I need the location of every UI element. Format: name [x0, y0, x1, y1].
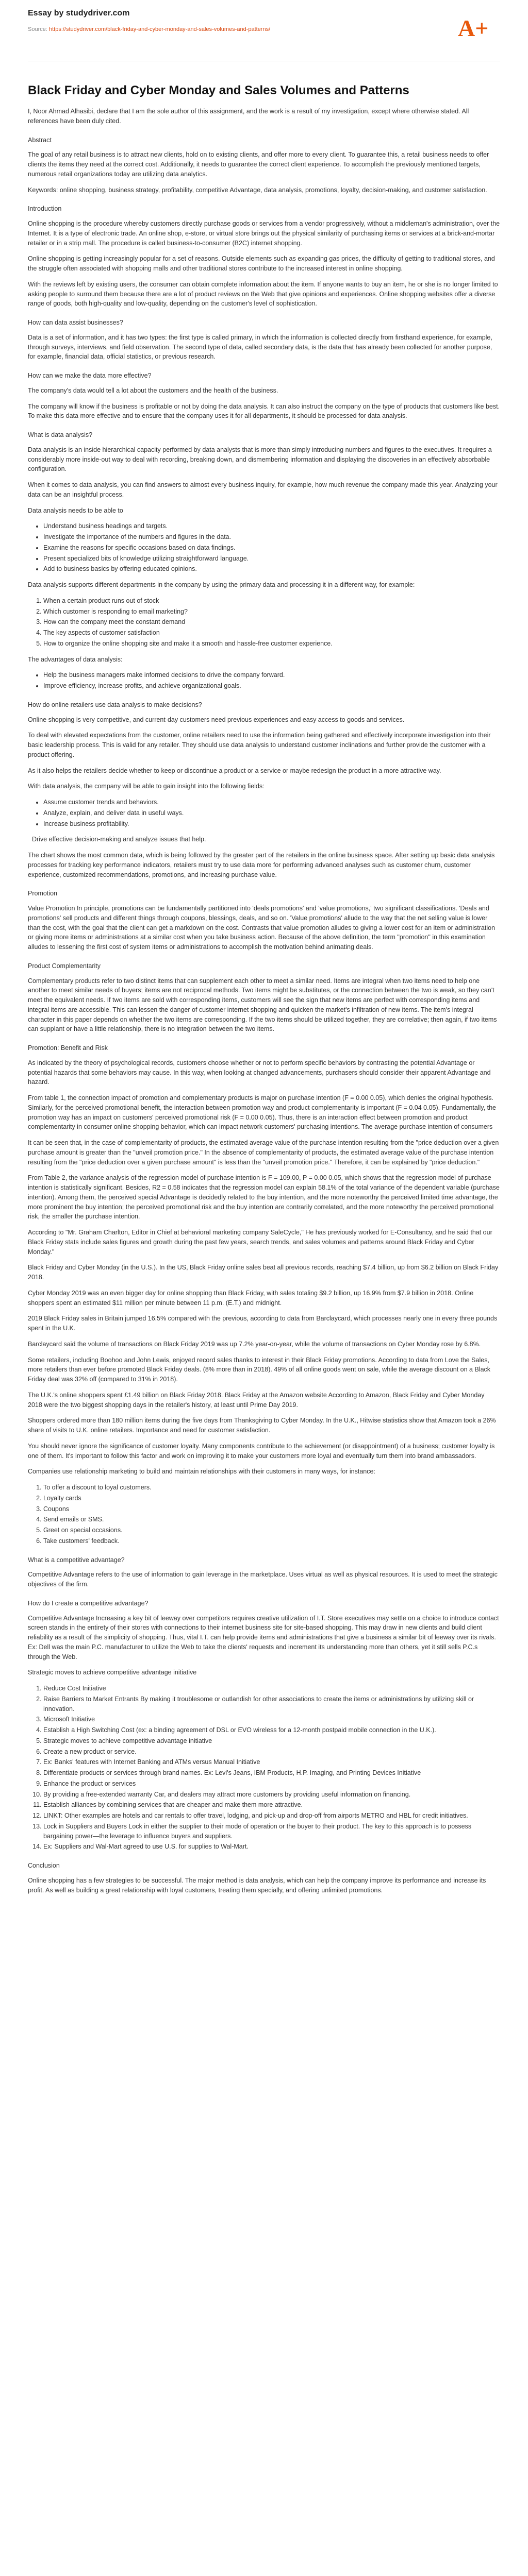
supports-list	[28, 596, 500, 649]
essay-title: Black Friday and Cyber Monday and Sales Volumes and Patterns	[28, 83, 409, 97]
relationship-list	[28, 1483, 500, 1546]
paragraph: As it also helps the retailers decide whether to keep or discontinue a product or a service or maybe redesign the product in a more attractive way.	[28, 767, 441, 774]
list-item: 4. Establish a High Switching Cost (ex: a binding agreement of DSL or EVO wireless for a 12-month postpaid mobile connection in the U.K.).	[43, 1725, 500, 1735]
paragraph: To deal with elevated expectations from the customer, online retailers need to use the information being gathered and effectively incorporate investigation into their basic leadership process. This is valid for any retailer. They should use data analysis to understand customer inclinations and further provide the customer with a product offering.	[28, 732, 491, 758]
paragraph: The company will know if the business is profitable or not by doing the data analysis. It can also instruct the company on the type of products that customers like best. To make this data more effective and to ensure that the company uses it for all departments, it should be processed for data analysis.	[28, 402, 500, 420]
list-item: 3. Microsoft Initiative	[43, 1715, 500, 1724]
paragraph: Cyber Monday 2019 was an even bigger day for online shopping than Black Friday, with sales totaling $9.2 billion, up 16.9% from $7.9 billion in 2018. Online shoppers spent an estimated $11 million per minute between 11 p.m. (E.T.) and midnight.	[28, 1289, 474, 1307]
paragraph: From table 1, the connection impact of promotion and complementary products is major on purchase intention (F = 0.00 0.05), which denies the original hypothesis. Similarly, for the perceived promotional benefit, the interaction between promotion way and product complementarity is important (F = 0.04 0.05). Fundamentally, the promotion way has an impact on customers' perceived promotional risk (F = 0.00 0.05). Thus, there is an interaction effect between promotion and product complementarity in consumer online shopping behavior, which can impact network customers' purchasing intentions. The average purchase intention of consumers	[28, 1094, 496, 1131]
logo-text: A+	[458, 15, 489, 41]
paragraph: Data analysis is an inside hierarchical capacity performed by data analysts that is more than simply introducing numbers and figures to the executives. It requires a considerably more inside-out way to deal with recording, breaking down, and dismembering information and displaying the discoveries in an effectively absorbable configuration.	[28, 446, 492, 473]
paragraph: Complementary products refer to two distinct items that can supplement each other to meet a similar need. Items are integral when two items need to help one another to meet similar needs of buyers; items are not reciprocal methods. Two items might be substitutes, or the connection between the two is weak, so they can't meet the equivalent needs. If two items are sold with corresponding items, customers will see the sign that new items are perfect with corresponding items and integral items are accessible. This can lessen the danger of customer internet shopping and quicken the market's infiltration of new items. The item's integral character in this paper depends on whether the two items are corresponding. If the two items should be utilized together, they are correlative; then again, if two items can supplant or have a little relationship, there is no integration between the two items.	[28, 977, 497, 1033]
list-item: 4. Send emails or SMS.	[43, 1515, 500, 1524]
list-item: • Assume customer trends and behaviors.	[43, 798, 500, 807]
list-item: 2. Loyalty cards	[43, 1494, 500, 1503]
paragraph: When it comes to data analysis, you can find answers to almost every business inquiry, for example, how much revenue the company made this year. Analyzing your data can be an insightful process.	[28, 481, 498, 498]
list-item: 2. Raise Barriers to Market Entrants By making it troublesome or outlandish for other associations to create the items or administrations by utilizing skill or innovation.	[43, 1694, 500, 1714]
section-question: How can we make the data more effective?	[28, 372, 152, 379]
paragraph: Data analysis supports different departments in the company by using the primary data and processing it in a different way, for example:	[28, 581, 415, 588]
source-label: Source:	[28, 26, 49, 32]
paragraph: From Table 2, the variance analysis of the regression model of purchase intention is F = 109.00, P = 0.00 0.05, which shows that the regression model of purchase intention is statistically significant. Besides, R2 = 0.58 indicates that the regression model can explain 58.1% of the total variance of the dependent variable (purchase intention). Among them, the perceived special Advantage is decidedly related to the buy intention, and the more noteworthy the perceived limited time advantage, the more prominent the buy intention; the perceived promotional risk and the buy intention are contrarily correlated, and the more noteworthy the perceived promotional risk, the smaller the purchase intention.	[28, 1174, 500, 1221]
introduction-heading: Introduction	[28, 205, 62, 213]
list-item: 10. By providing a free-extended warranty Car, and dealers may attract more customers by providing useful information on financing.	[43, 1790, 500, 1800]
page-footer-space	[28, 1901, 500, 1917]
list-item: 14. Ex: Suppliers and Wal-Mart agreed to use U.S. for supplies to Wal-Mart.	[43, 1842, 500, 1852]
list-item: 3. Coupons	[43, 1504, 500, 1514]
abstract-text: The goal of any retail business is to attract new clients, hold on to existing clients, and offer more to every client. To guarantee this, a retail business needs to offer clients the items they need at the correct cost. Additionally, it needs to guarantee the correct client experience. To accomplish the previously mentioned targets, numerous retail organizations today are utilizing data analytics.	[28, 151, 489, 178]
section-question: How do I create a competitive advantage?	[28, 1599, 148, 1607]
list-item: • Investigate the importance of the numbers and figures in the data.	[43, 532, 500, 542]
paragraph: Black Friday and Cyber Monday (in the U.S.). In the US, Black Friday online sales beat all previous records, reaching $7.4 billion, up from $6.2 billion on Black Friday 2018.	[28, 1264, 499, 1281]
paragraph: Online shopping has a few strategies to be successful. The major method is data analysis, which can help the company improve its performance and increase its profit. As well as building a great relationship with loyal customers, treating them specially, and offering unlimited promotions.	[28, 1876, 486, 1894]
list-item: 13. Lock in Suppliers and Buyers Lock in either the supplier to their mode of operation or the buyer to their product. The key to this approach is to possess bargaining power—the leverage to influence buyers and suppliers.	[43, 1822, 500, 1841]
paragraph: Online shopping is very competitive, and current-day customers need previous experiences and easy access to goods and services.	[28, 716, 405, 723]
list-item: • Help the business managers make informed decisions to drive the company forward.	[43, 670, 500, 680]
paragraph: It can be seen that, in the case of complementarity of products, the estimated average value of the purchase intention resulting from the "price deduction over a given purchase amount is greater than the "unveil promotion price." In the absence of complementarity of products, the estimated average value of the purchase intention resulting from the "price deduction over a given purchase amount" is less than the "unveil promotion price." Therefore, it can be explained by "price deduction."	[28, 1139, 499, 1166]
paragraph: The advantages of data analysis:	[28, 655, 123, 663]
essay-body	[28, 107, 500, 1917]
paragraph: Barclaycard said the volume of transactions on Black Friday 2019 was up 7.2% year-on-year, while the volume of transactions on Cyber Monday rose by 6.8%.	[28, 1340, 481, 1348]
intro-paragraph: Online shopping is the procedure whereby customers directly purchase goods or services from a vendor progressively, without a middleman's administration, over the Internet. It is a type of electronic trade. An online shop, e-store, or virtual store brings out the physical similarity of purchasing items or services at a brick-and-mortar retailer or in a strip mall. The procedure is called business-to-consumer (B2C) internet shopping.	[28, 220, 500, 247]
paragraph: Companies use relationship marketing to build and maintain relationships with their customers in many ways, for instance:	[28, 1468, 375, 1476]
paragraph: Some retailers, including Boohoo and John Lewis, enjoyed record sales thanks to interest in their Black Friday promotions. According to data from Love the Sales, more retailers than ever before promoted Black Friday deals. (8% more than in 2018). 49% of all online goods went on sale, while the average discount on a Black Friday deal was 32% off (compared to 31% in 2018).	[28, 1356, 491, 1383]
paragraph: Strategic moves to achieve competitive advantage initiative	[28, 1669, 197, 1676]
promotion-heading: Promotion	[28, 890, 57, 897]
paragraph: Data is a set of information, and it has two types: the first type is called primary, in which the information is collected directly from firsthand experience, for example, through surveys, interviews, and field observation. The second type of data, called secondary data, is the data that has already been collected for another purpose, for example, financial data, official statistics, or previous research.	[28, 333, 492, 361]
list-item: 8. Differentiate products or services through brand names. Ex: Levi's Jeans, IBM Products, H.P. Imaging, and Printing Devices Initiative	[43, 1768, 500, 1778]
paragraph: Drive effective decision-making and analyze issues that help.	[32, 836, 206, 843]
intro-paragraph: Online shopping is getting increasingly popular for a set of reasons. Outside elements such as expanding gas prices, the difficulty of getting to traditional stores, and the struggle often associated with shopping malls and other traditional stores contribute to the increased interest in online shopping.	[28, 255, 495, 272]
list-item: 9. Enhance the product or services	[43, 1779, 500, 1789]
list-item: • Present specialized bits of knowledge utilizing straightforward language.	[43, 554, 500, 564]
source-link[interactable]: https://studydriver.com/black-friday-and-cyber-monday-and-sales-volumes-and-patterns/	[48, 26, 271, 32]
paragraph: Competitive Advantage refers to the use of information to gain leverage in the marketplace. Uses virtual as well as physical resources. It is used to meet the strategic objectives of the firm.	[28, 1571, 498, 1588]
paragraph: Shoppers ordered more than 180 million items during the five days from Thanksgiving to Cyber Monday. In the U.K., Hitwise statistics show that Amazon took a 26% share of visits to U.K. online retailers. Importance and need for customer satisfaction.	[28, 1417, 496, 1434]
abstract-heading: Abstract	[28, 136, 52, 144]
benefit-risk-heading: Promotion: Benefit and Risk	[28, 1044, 108, 1052]
list-item: • Understand business headings and targets.	[43, 521, 500, 531]
list-item: 3. How can the company meet the constant demand	[43, 617, 500, 627]
list-item: 1. Reduce Cost Initiative	[43, 1684, 500, 1693]
paragraph: According to "Mr. Graham Charlton, Editor in Chief at behavioral marketing company SaleCycle," He has previously worked for E-Consultancy, and he said that our Black Friday stats include sales figures and growth during the past few years, search trends, and sales volumes and patterns around Black Friday and Cyber Monday."	[28, 1229, 492, 1256]
paragraph: You should never ignore the significance of customer loyalty. Many components contribute to the achievement (or disappointment) of a business; customer loyalty is one of them. It's important to follow this factor and work on improving it to make your customers more loyal and eventually turn them into brand ambassadors.	[28, 1442, 495, 1460]
intro-paragraph: With the reviews left by existing users, the consumer can obtain complete information about the item. If anyone wants to buy an item, he or she is no longer limited to asking people to surround them because there are a lot of product reviews on the Web that give opinions and experiences. Online shopping websites offer a diverse range of goods, both high-quality and low-quality, depending on the customer's level of sophistication.	[28, 280, 498, 308]
paragraph: As indicated by the theory of psychological records, customers choose whether or not to perform specific behaviors by contrasting the potential Advantage or potential hazards that some behaviors may cause. In this way, when looking at changed advancements, purchasers should consider their apparent Advantage and hazard.	[28, 1059, 491, 1086]
list-item: 5. How to organize the online shopping site and make it a smooth and hassle-free customer experience.	[43, 639, 500, 649]
list-item: 4. The key aspects of customer satisfaction	[43, 628, 500, 638]
list-item: 1. When a certain product runs out of stock	[43, 596, 500, 606]
list-item: 2. Which customer is responding to email marketing?	[43, 607, 500, 617]
site-brand[interactable]: Essay by studydriver.com	[28, 9, 130, 18]
list-item: • Examine the reasons for specific occasions based on data findings.	[43, 543, 500, 553]
declaration: I, Noor Ahmad Alhasibi, declare that I am the sole author of this assignment, and the work is a result of my investigation, except where otherwise stated. All references have been duly cited.	[28, 108, 469, 125]
paragraph: Value Promotion In principle, promotions can be fundamentally partitioned into 'deals promotions' and 'value promotions,' two significant classifications. 'Deals and promotions' sell products and different things through coupons, blessings, deals, and so on. 'Value promotions' allude to the way that the net selling value is lower than the cost, with the goal that the client can get a markdown on the cost. Contrasts that value promotion alludes to giving a lower cost for an item or administration or giving more items or administrations at a similar cost when you take business action. Because of the above definition, the term "promotion" in this examination alludes to lessening the first cost of system items or administrations to accomplish the motivation behind animating deals.	[28, 905, 496, 951]
needed-list	[28, 521, 500, 574]
list-item: 6. Create a new product or service.	[43, 1747, 500, 1757]
list-item: 5. Greet on special occasions.	[43, 1526, 500, 1535]
list-item: • Analyze, explain, and deliver data in useful ways.	[43, 808, 500, 818]
list-item: 12. LINKT: Other examples are hotels and car rentals to offer travel, lodging, and pick-up and drop-off from airports METRO and HBL for credit initiatives.	[43, 1811, 500, 1821]
page-header	[0, 0, 528, 61]
paragraph: With data analysis, the company will be able to gain insight into the following fields:	[28, 783, 265, 790]
list-item: 5. Strategic moves to achieve competitive advantage initiative	[43, 1736, 500, 1746]
list-item: • Improve efficiency, increase profits, and achieve organizational goals.	[43, 681, 500, 691]
advantages-list	[28, 670, 500, 691]
section-question: What is a competitive advantage?	[28, 1556, 125, 1564]
keywords: Keywords: online shopping, business strategy, profitability, competitive Advantage, data analysis, promotions, loyalty, decision-making, and customer satisfaction.	[28, 186, 487, 194]
paragraph: Competitive Advantage Increasing a key bit of leeway over competitors requires creative utilization of I.T. Store executives may settle on a choice to introduce contact screen stands in the entirety of their stores with connections to their internet business site for site-based shopping. This may draw in new clients and build client reliability as a result of the simplicity of shopping. Thus, vital I.T. can help provide items and administrations that give a business a similar bit of leeway over its rivals. Ex: Dell was the main P.C. manufacturer to utilize the Web to take the clients' requests and increment its understanding more than others, yet it still sells P.C.s through the Web.	[28, 1614, 499, 1660]
paragraph: Data analysis needs to be able to	[28, 506, 123, 514]
paragraph: The company's data would tell a lot about the customers and the health of the business.	[28, 386, 278, 394]
source-line	[28, 26, 420, 34]
list-item: • Increase business profitability.	[43, 819, 500, 829]
list-item: 6. Take customers' feedback.	[43, 1536, 500, 1546]
insight-list	[28, 798, 500, 828]
list-item: • Add to business basics by offering educated opinions.	[43, 564, 500, 574]
section-question: What is data analysis?	[28, 431, 93, 438]
paragraph: 2019 Black Friday sales in Britain jumped 16.5% compared with the previous, according to data from Barclaycard, which processes nearly one in every three pounds spent in the U.K.	[28, 1315, 498, 1332]
aplus-logo-icon	[449, 11, 505, 44]
list-item: 11. Establish alliances by combining services that are cheaper and make them more attractive.	[43, 1800, 500, 1810]
section-question: How do online retailers use data analysis to make decisions?	[28, 701, 202, 708]
section-question: How can data assist businesses?	[28, 319, 123, 326]
paragraph: The U.K.'s online shoppers spent £1.49 billion on Black Friday 2018. Black Friday at the Amazon website According to Amazon, Black Friday and Cyber Monday 2018 were the two biggest shopping days in the retailer's history, at least until Prime Day 2019.	[28, 1391, 485, 1409]
paragraph: The chart shows the most common data, which is being followed by the greater part of the retailers in the online business space. After setting up basic data analysis processes for tracking key performance indicators, retailers must try to use data more for performing advanced analyses such as customer churn, customer experience, customized recommendations, promotions, and increasing purchase value.	[28, 852, 495, 878]
conclusion-heading: Conclusion	[28, 1862, 60, 1869]
strategic-list	[28, 1684, 500, 1852]
list-item: 1. To offer a discount to loyal customers.	[43, 1483, 500, 1493]
list-item: 7. Ex: Banks' features with Internet Banking and ATMs versus Manual Initiative	[43, 1757, 500, 1767]
complementarity-heading: Product Complementarity	[28, 962, 101, 970]
